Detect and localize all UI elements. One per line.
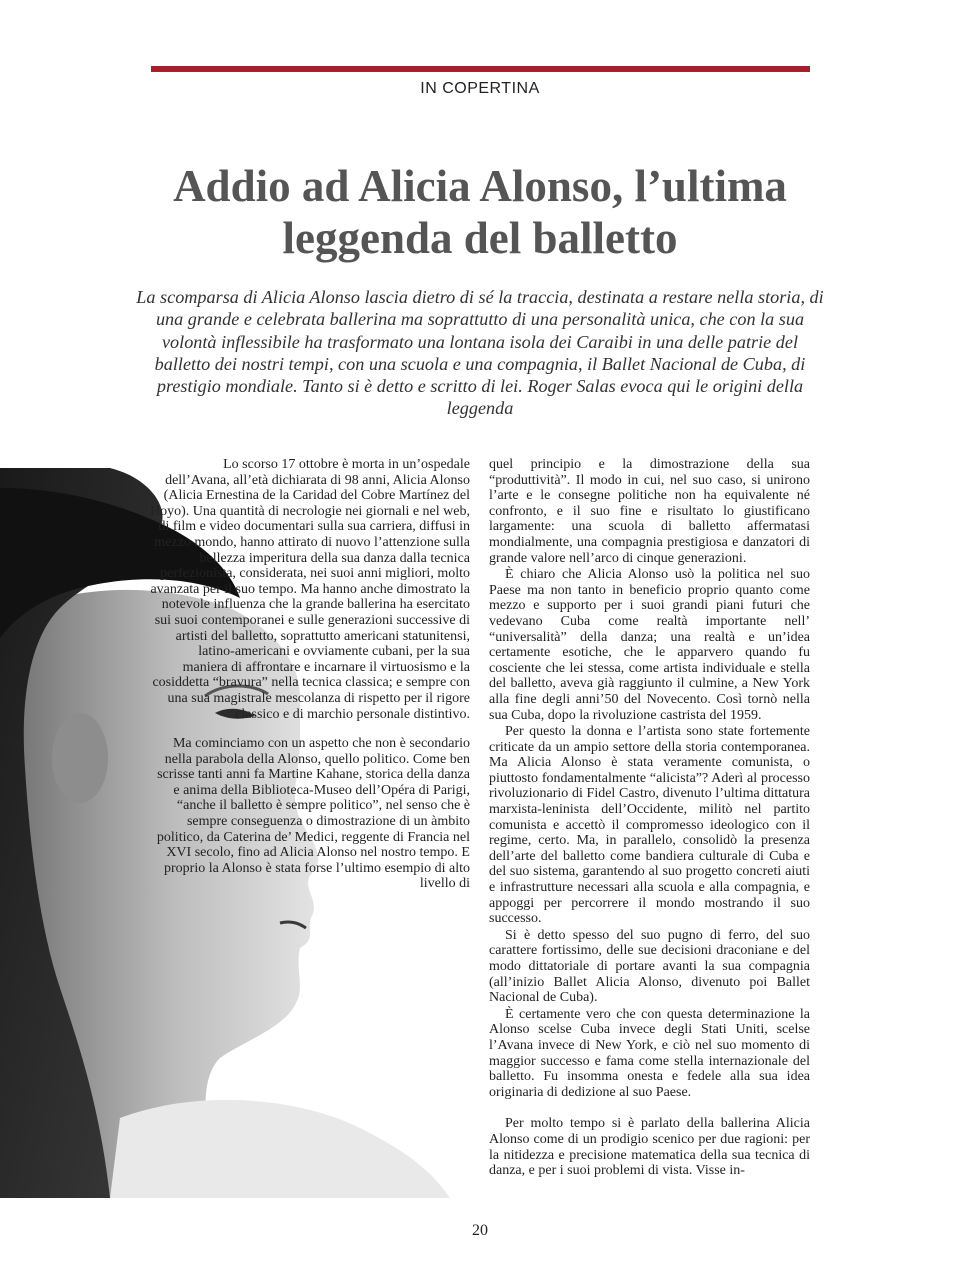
page-number: 20: [472, 1222, 488, 1239]
right-paragraph-3: Per questo la donna e l’artista sono state fortemente criticate da un ampio settore della storia contemporanea. Ma Alicia Alonso è stata veramente comunista, o piuttosto fondamentalmente “alicista”? Aderì al processo rivoluzionario di Fidel Castro, divenuto l’ultima dittatura marxista-leninista dell’Occidente, militò nel partito comunista e accettò il compromesso ideologico con il regime, certo. Ma, in parallelo, consolidò la presenza dell’arte del balletto come bandiera culturale di Cuba e del suo sistema, garantendo al suo progetto concreti aiuti e infrastrutture necessari alla scuola e alla compagnia, e appoggi per percorrere il mondo mostrando il suo successo.: [489, 724, 810, 927]
section-label: IN COPERTINA: [420, 80, 540, 97]
title-line-1: Addio ad Alicia Alonso, l’ultima: [173, 161, 787, 211]
title-line-2: leggenda del balletto: [282, 213, 678, 263]
right-paragraph-6: Per molto tempo si è parlato della ballerina Alicia Alonso come di un prodigio scenico per due ragioni: per la nitidezza e precisione matematica della sua tecnica di danza, e per i suoi problemi di vista. Visse in-: [489, 1116, 810, 1179]
garment-shape: [110, 1100, 450, 1198]
top-rule: [151, 66, 810, 72]
article-subtitle: La scomparsa di Alicia Alonso lascia dietro di sé la traccia, destinata a restare nella storia, di una grande e celebrata ballerina ma soprattutto di una personalità unica, che con la sua volontà inflessibile ha trasformato una lontana isola dei Caraibi in una delle patrie del balletto dei nostri tempi, con una scuola e una compagnia, il Ballet Nacional de Cuba, di prestigio mondiale. Tanto si è detto e scritto di lei. Roger Salas evoca qui le origini della leggenda: [136, 287, 824, 419]
right-column: [489, 457, 810, 1179]
right-paragraph-4: Si è detto spesso del suo pugno di ferro, del suo carattere fortissimo, delle sue decisioni draconiane e del modo dittatoriale di portare avanti la sua compagnia (all’inizio Ballet Alicia Alonso, divenuto poi Ballet Nacional de Cuba).: [489, 927, 810, 1006]
left-paragraph-2: Ma cominciamo con un aspetto che non è secondario nella parabola della Alonso, quello politico. Come ben scrisse tanti anni fa Martine Kahane, storica della danza e anima della Biblioteca-Museo dell’Opéra di Parigi, “anche il balletto è sempre politico”, nel senso che è sempre conseguenza o dimostrazione di un àmbito politico, da Caterina de’ Medici, reggente di Francia nel XVI secolo, fino ad Alicia Alonso nel nostro tempo. E proprio la Alonso è stata forse l’ultimo esempio di alto livello di: [156, 736, 470, 892]
left-paragraph-1: Lo scorso 17 ottobre è morta in un’ospedale dell’Avana, all’età dichiarata di 98 anni, Alicia Alonso (Alicia Ernestina de la Caridad del Cobre Martínez del Hoyo). Una quantità di necrologie nei giornali e nel web, di film e video documentari sulla sua carriera, diffusi in mezzo mondo, hanno attirato di nuovo l’attenzione sulla bellezza imperitura della sua danza dalla tecnica perfezionista, considerata, nei suoi anni migliori, molto avanzata per il suo tempo. Ma hanno anche dimostrato la notevole influenza che la grande ballerina ha esercitato sui suoi contemporanei e sulle generazioni successive di artisti del balletto, soprattutto americani statunitensi, latino-americani e ovviamente cubani, per la sua maniera di affrontare e incarnare il virtuosismo e la cosiddetta “bravura” nella tecnica classica; e sempre con una sua magistrale mescolanza di rispetto per il rigore classico e di marchio personale distintivo.: [150, 457, 470, 722]
right-paragraph-5: È certamente vero che con questa determinazione la Alonso scelse Cuba invece degli Stati Uniti, scelse l’Avana invece di New York, e ciò nel suo momento di maggior successo e fama come stella internazionale del balletto. Fu insomma onesta e fedele alla sua idea originaria di dedizione al suo Paese.: [489, 1006, 810, 1100]
left-column: [150, 457, 470, 892]
right-paragraph-1: quel principio e la dimostrazione della sua “produttività”. Il modo in cui, nel suo caso, si unirono l’arte e le consegne politiche non ha equivalente né confronto, e il suo fine e risultato lo giustificano largamente: una scuola di balletto affermatasi mondialmente, una compagnia prestigiosa e danzatori di grande valore nell’arco di cinque generazioni.: [489, 457, 810, 566]
article-title: [120, 160, 840, 264]
right-paragraph-2: È chiaro che Alicia Alonso usò la politica nel suo Paese ma non tanto in beneficio proprio quanto come mezzo e supporto per i suoi grandi piani futuri che vedevano Cuba come realtà importante nell’ “universalità” della danza; una realtà e un’idea certamente esotiche, che le apparvero quando fu cosciente che lei stessa, come artista individuale e stella del balletto, aveva già raggiunto il culmine, a New York alla fine degli anni’50 del Novecento. Così tornò nella sua Cuba, dopo la rivoluzione castrista del 1959.: [489, 567, 810, 723]
